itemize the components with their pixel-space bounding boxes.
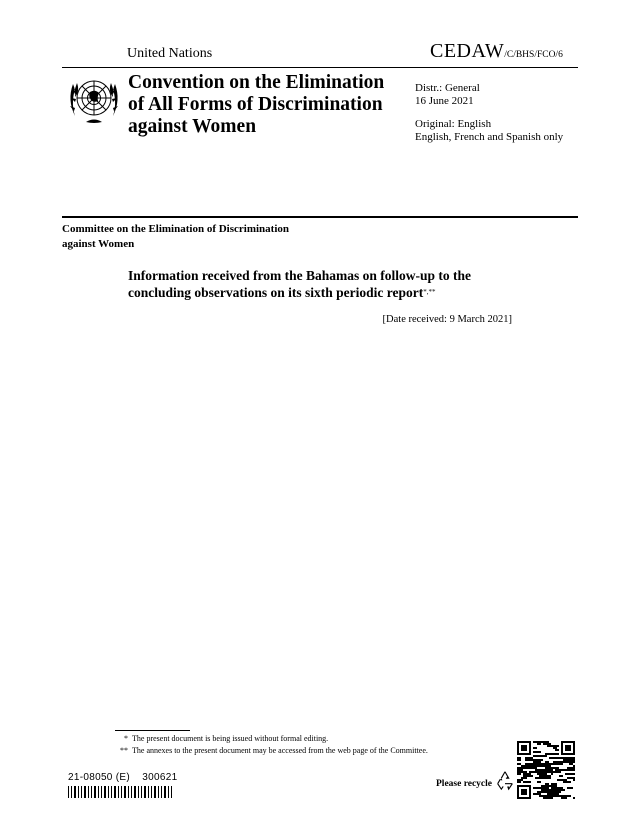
distribution-date: 16 June 2021 xyxy=(415,95,474,107)
document-title-text: concluding observations on its sixth periodic report xyxy=(128,285,424,300)
recycle-icon xyxy=(494,769,516,791)
convention-title-line: Convention on the Elimination xyxy=(128,72,385,93)
footnote-rule xyxy=(115,730,190,731)
convention-title-line: of All Forms of Discrimination xyxy=(128,94,383,115)
document-symbol xyxy=(430,40,563,63)
document-title xyxy=(128,268,528,301)
symbol-suffix: /C/BHS/FCO/6 xyxy=(504,50,563,60)
date-received: [Date received: 9 March 2021] xyxy=(382,314,512,325)
footnotes xyxy=(112,733,428,757)
footnote-mark: ** xyxy=(120,746,128,755)
available-languages: English, French and Spanish only xyxy=(415,131,564,143)
convention-title xyxy=(128,72,398,138)
distribution-info xyxy=(415,82,563,144)
barcode-icon xyxy=(68,786,174,798)
footnote-mark: * xyxy=(124,734,128,743)
distribution-status: Distr.: General xyxy=(415,82,480,94)
footnote xyxy=(112,733,428,745)
document-title-line: Information received from the Bahamas on follow-up to the xyxy=(128,268,471,283)
un-emblem-icon xyxy=(64,70,124,130)
original-language: Original: English xyxy=(415,118,492,130)
job-number: 21-08050 (E) 300621 xyxy=(68,772,178,783)
header-rule xyxy=(62,67,578,68)
recycle-label: Please recycle xyxy=(436,779,492,789)
committee-name-line: against Women xyxy=(62,238,135,250)
org-name: United Nations xyxy=(127,46,213,61)
qr-code-icon xyxy=(517,741,575,799)
section-rule xyxy=(62,216,578,218)
footnote-text: The annexes to the present document may be accessed from the web page of the Committee. xyxy=(132,746,428,755)
committee-name xyxy=(62,222,362,252)
committee-name-line: Committee on the Elimination of Discrimination xyxy=(62,223,290,235)
footnote-text: The present document is being issued without formal editing. xyxy=(132,734,329,743)
document-title-line xyxy=(128,284,528,301)
footnote xyxy=(112,745,428,757)
convention-title-line: against Women xyxy=(128,116,257,137)
symbol-main: CEDAW xyxy=(430,40,505,62)
footnote-marks: *,** xyxy=(423,288,436,296)
